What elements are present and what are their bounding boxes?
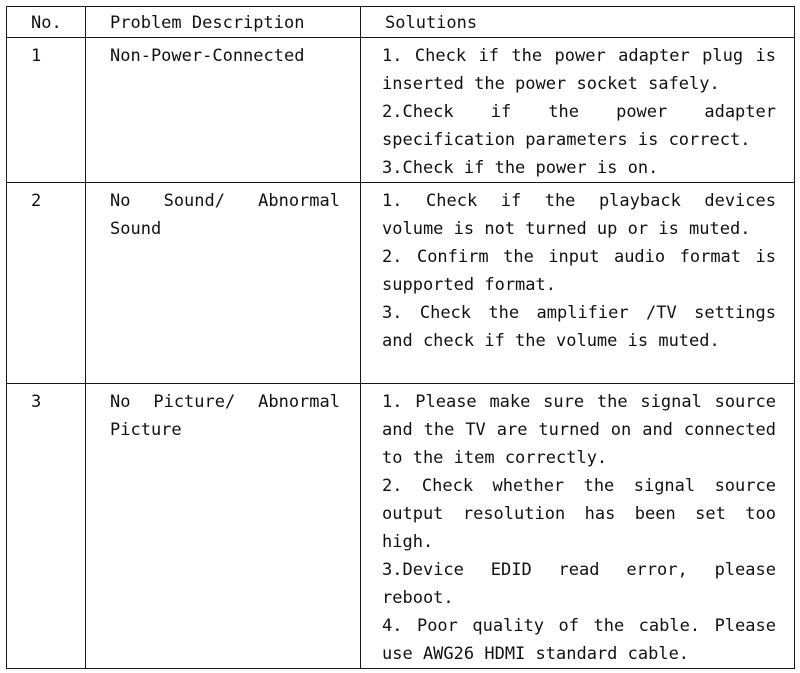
header-no: No. (7, 7, 86, 38)
header-solutions: Solutions (361, 7, 795, 38)
solutions-cell (361, 183, 795, 384)
solutions-cell (361, 384, 795, 669)
solution-item: 1. Check if the power adapter plug is inserted the power socket safely. (382, 46, 776, 94)
solution-item: 2.Check if the power adapter specification parameters is correct. (382, 102, 776, 150)
row-number-cell: 2 (7, 183, 86, 384)
problem-cell: Non-Power-Connected (86, 38, 361, 183)
table-row (7, 183, 795, 384)
solution-item: 1. Please make sure the signal source and the TV are turned on and connected to the item correctly. (382, 392, 776, 468)
solution-item: 3.Check if the power is on. (382, 158, 659, 178)
solution-item: 2. Confirm the input audio format is supported format. (382, 247, 776, 295)
row-number-cell: 1 (7, 38, 86, 183)
solution-item: 3. Check the amplifier /TV settings and check if the volume is muted. (382, 303, 776, 351)
solution-item: 4. Poor quality of the cable. Please use AWG26 HDMI standard cable. (382, 616, 776, 664)
solutions-cell (361, 38, 795, 183)
header-problem-description: Problem Description (86, 7, 361, 38)
solution-item: 2. Check whether the signal source output resolution has been set too high. (382, 476, 776, 552)
problem-cell: No Sound/ Abnormal Sound (86, 183, 361, 384)
troubleshooting-table (6, 6, 795, 669)
solution-item: 1. Check if the playback devices volume is not turned up or is muted. (382, 191, 776, 239)
solution-item: 3.Device EDID read error, please reboot. (382, 560, 776, 608)
table-row (7, 38, 795, 183)
table-header-row (7, 7, 795, 38)
problem-cell: No Picture/ Abnormal Picture (86, 384, 361, 669)
table-row (7, 384, 795, 669)
row-number-cell: 3 (7, 384, 86, 669)
